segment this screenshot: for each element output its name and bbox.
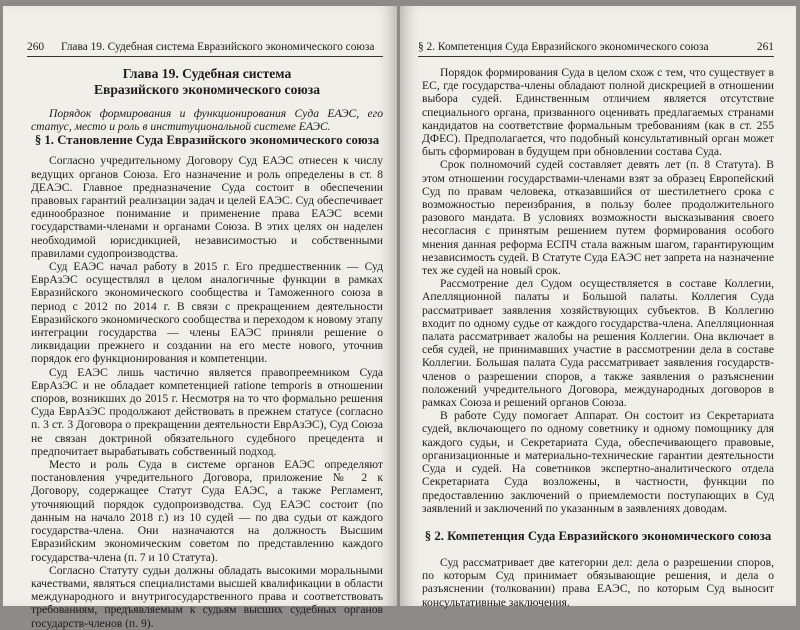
paragraph: В работе Суду помогает Аппарат. Он состоит из Секретариата судей, включающего по одному советнику и одному помощнику для каждого судьи, и Секретариата Суда, обеспечивающего правовые, организационные и материально-технические гарантии деятельности Суда и судей. На советников экспертно-аналитического отдела Секретариата Суда возложены, в частности, функции по предоставлению заключений о приемлемости поступающих в Суд заявлений и заключений по указанным в заявлениях доводам. [422,409,774,515]
right-page [400,6,796,609]
running-head-left-text: Глава 19. Судебная система Евразийского экономического союза [61,41,375,53]
paragraph: Суд ЕАЭС лишь частично является правопреемником Суда ЕврАзЭС и не обладает компетенцией ratione temporis в отношении споров, возникших до 2015 г. Несмотря на то что формально решения Суда ЕврАзЭС продолжают действовать в прежнем статусе (согласно п. 3 ст. 3 Договора о прекращении деятельности ЕврАзЭС), Суд Союза не связан доктриной обязательного судебного прецедента и предпочитает вырабатывать собственный подход. [31,365,383,458]
paragraph: Согласно Статуту судьи должны обладать высокими моральными качествами, являться специалистами высшей квалификации в области международного и внутригосударственного права и соответствовать требованиям, предъявляемым к судьям высших судебных органов государств-членов (п. 9). [31,563,383,630]
paragraph: Суд рассматривает две категории дел: дела о разрешении споров, по которым Суд принимает обязывающие решения, и дела о разъяснении (толковании) права ЕАЭС, по которым Суд выносит консультативные заключения. [422,555,774,609]
running-head-right-text: § 2. Компетенция Суда Евразийского экономического союза [418,41,709,53]
paragraph: Рассмотрение дел Судом осуществляется в составе Коллегии, Апелляционной палаты и Большой палаты. Коллегия Суда рассматривает заявления хозяйствующих субъектов. В Коллегию входит по одному судье от каждого государства-члена. Апелляционная палата рассматривает жалобы на решения Коллегии. Она включает в себя судей, не принимавших участие в рассмотрении дела в составе Коллегии. Большая палата Суда рассматривает заявления государств-членов о разрешении споров, а также заявления о разъяснении положений учредительного Договора, международных договоров в рамках Союза и решений органов Союза. [422,277,774,410]
page-number-left: 260 [27,41,45,53]
header-rule-left [27,56,383,57]
paragraph: Место и роль Суда в системе органов ЕАЭС определяют постановления учредительного Договора, приложение № 2 к Договору, содержащее Статут Суда ЕАЭС, а также Регламент, уточняющий порядок судопроизводства. Суд ЕАЭС состоит (по данным на начало 2018 г.) из 10 судей — по два судьи от каждого государства-члена. Они назначаются на должность Высшим Евразийским экономическим советом по представлению каждого государства-члена (п. 7 и 10 Статута). [31,458,383,564]
page-number-right: 261 [756,41,774,53]
left-text-column [31,66,383,630]
chapter-subtitle: Порядок формирования и функционирования Суда ЕАЭС, его статус, место и роль в институциональной системе ЕАЭС. [31,107,383,134]
section-heading-1: § 1. Становление Суда Евразийского экономического союза [34,133,380,148]
paragraph: Срок полномочий судей составляет девять лет (п. 8 Статута). В этом отношении государствами-членами взят за образец Европейский Суд по правам человека, отказавшийся от шестилетнего срока с возможностью переизбрания, в пользу более продолжительного разового мандата. В условиях возможности высказывания своего несогласия с принятым решением путем формирования особого мнения данная реформа ЕСПЧ стала важным шагом, гарантирующим независимость судей. В Статуте Суда ЕАЭС нет запрета на назначение тех же судей на новый срок. [422,158,774,278]
paragraph: Согласно учредительному Договору Суд ЕАЭС отнесен к числу ведущих органов Союза. Его назначение и роль определены в ст. 8 ДЕАЭС. Главное предназначение Суда состоит в обеспечении правовых гарантий реализации задач и целей ЕАЭС. Суд обеспечивает единообразное понимание и применение права ЕАЭС всеми государствами-членами и органами Союза. В этих целях он наделен необходимой юрисдикцией, независимостью и собственными правилами судопроизводства. [31,154,383,260]
paragraph: Суд ЕАЭС начал работу в 2015 г. Его предшественник — Суд ЕврАзЭС осуществлял в целом аналогичные функции в рамках Евразийского экономического сообщества и Таможенного союза в период с 2012 по 2014 г. В связи с прекращением деятельности Евразийского экономического сообщества и переходом к новому этапу интеграции государства — члены ЕАЭС приняли решение о ликвидации прежнего и создании на его месте нового, уточнив порядок его функционирования и компетенции. [31,260,383,366]
chapter-title-line-2: Евразийского экономического союза [93,81,321,97]
chapter-title-line-1: Глава 19. Судебная система [122,66,292,81]
left-page [3,6,397,630]
chapter-title [31,66,383,97]
paragraph: Порядок формирования Суда в целом схож с тем, что существует в ЕС, где государства-члены обладают полной дискрецией в отношении выбора судей. Единственным отличием является отсутствие специального органа, призванного оценивать предлагаемых странами кандидатов на соответствие формальным требованиям (как в ст. 255 ДФЕС). Предполагается, что подобный консультативный орган может быть сформирован в будущем при обновлении состава Суда. [422,66,774,159]
section-heading-2: § 2. Компетенция Суда Евразийского экономического союза [424,528,772,543]
header-rule-right [418,56,774,57]
right-text-column [422,66,774,609]
